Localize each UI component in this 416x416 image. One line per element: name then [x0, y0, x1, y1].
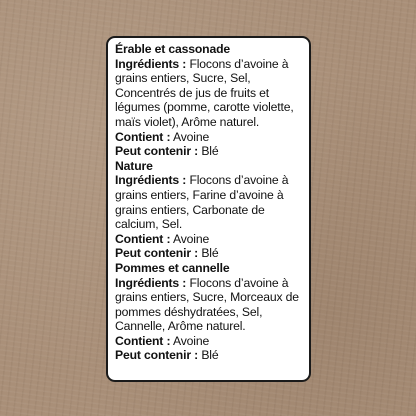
may-contain-value: Blé: [201, 246, 219, 261]
may-contain-key: Peut contenir :: [115, 348, 199, 363]
ingredients-row: [115, 57, 303, 130]
ingredients-key: Ingrédients :: [115, 275, 187, 290]
variant-nature: [115, 159, 303, 261]
variant-title: Nature: [115, 158, 153, 173]
contains-key: Contient :: [115, 129, 171, 144]
ingredients-key: Ingrédients :: [115, 56, 187, 71]
contains-value: Avoine: [172, 333, 210, 348]
may-contain-key: Peut contenir :: [115, 246, 199, 261]
contains-row: [115, 334, 303, 349]
contains-value: Avoine: [172, 231, 210, 246]
may-contain-row: [115, 348, 303, 363]
ingredients-value: Flocons d’avoine à grains entiers, Farine d’avoine à grains entiers, Carbonate de calcium, Sel.: [115, 173, 289, 232]
contains-row: [115, 130, 303, 145]
may-contain-value: Blé: [201, 348, 219, 363]
ingredients-row: [115, 173, 303, 231]
ingredients-key: Ingrédients :: [115, 173, 187, 188]
may-contain-row: [115, 246, 303, 261]
contains-value: Avoine: [172, 129, 210, 144]
ingredients-value: Flocons d’avoine à grains entiers, Sucre, Sel, Concentrés de jus de fruits et légumes (pomme, carotte violette, maïs violet), Arôme naturel.: [115, 56, 294, 129]
may-contain-value: Blé: [201, 144, 219, 159]
variant-pommes-cannelle: [115, 261, 303, 363]
may-contain-key: Peut contenir :: [115, 144, 199, 159]
ingredients-row: [115, 276, 303, 334]
variant-title: Pommes et cannelle: [115, 260, 230, 275]
may-contain-row: [115, 144, 303, 159]
variant-erable-cassonade: [115, 42, 303, 159]
ingredients-value: Flocons d’avoine à grains entiers, Sucre, Morceaux de pommes déshydratées, Sel, Cannelle, Arôme naturel.: [115, 275, 299, 334]
contains-row: [115, 232, 303, 247]
contains-key: Contient :: [115, 333, 171, 348]
contains-key: Contient :: [115, 231, 171, 246]
ingredients-label-card: [106, 36, 311, 382]
variant-title: Érable et cassonade: [115, 42, 231, 56]
